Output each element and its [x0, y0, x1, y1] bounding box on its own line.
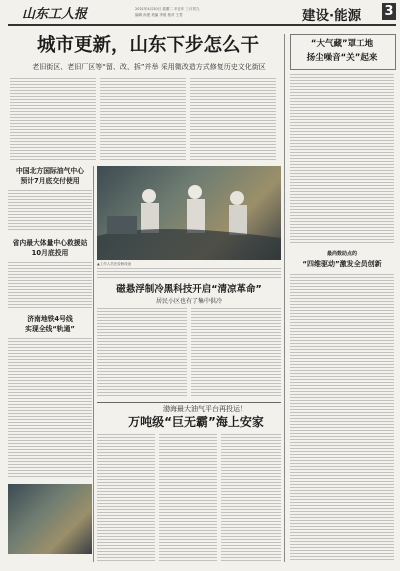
bottom-kicker: 渤海最大油气平台再投运！ — [163, 405, 247, 413]
feature-caption-lines — [97, 268, 281, 280]
brief-c-headline-1: 济南地铁4号线 — [27, 315, 73, 323]
feature-subheadline: 居民小区也有了集中供冷 — [155, 298, 222, 305]
masthead-logo: 山东工人报 — [22, 7, 88, 22]
lead-body-col2 — [100, 78, 186, 162]
brief-a-body — [8, 190, 92, 230]
sidebar-mid-headline-2: “四维驱动”激发全员创新 — [302, 260, 382, 268]
left-column-divider — [93, 166, 94, 562]
masthead-rule — [8, 24, 396, 26]
feature-body-col1 — [97, 308, 187, 398]
lead-body-col3 — [190, 78, 276, 162]
lead-title: 城市更新，山东下步怎么干 — [36, 35, 259, 56]
bottom-body-col2 — [159, 434, 217, 562]
bottom-left-photo — [8, 484, 92, 554]
feature-headline: 磁悬浮制冷黑科技开启“清凉革命” — [116, 284, 262, 295]
sidebar-body-1 — [290, 74, 394, 244]
brief-b-headline-2: 10月底投用 — [31, 249, 69, 257]
masthead-editors: 编辑 孙建 美编 李波 校对 王君 — [135, 13, 183, 17]
feature-photo — [97, 166, 281, 260]
lead-subtitle: 老旧街区、老旧厂区等“留、改、拆”并举 采用微改造方式修复历史文化街区 — [32, 63, 266, 71]
feature-photo-caption: ▲工作人员在检修设备 — [97, 262, 132, 266]
bottom-body-col3 — [221, 434, 281, 562]
brief-b-headline-1: 省内最大体量中心救援站 — [12, 239, 88, 247]
sidebar-body-2 — [290, 274, 394, 562]
bottom-headline: 万吨级“巨无霸”海上安家 — [128, 415, 264, 429]
brief-b-body — [8, 262, 92, 310]
sidebar-mid-headline-1: 最尚数助点的 — [326, 251, 357, 257]
column-divider-right — [284, 34, 285, 562]
sidebar-headline-1: “大气藏”罩工地 — [310, 39, 374, 49]
brief-a-headline-1: 中国北方国际油气中心 — [16, 167, 84, 175]
workers-illustration — [97, 166, 281, 260]
brief-c-headline-2: 实现全线“轨通” — [25, 325, 75, 333]
masthead-date: 2021年4月20日 星期二 辛丑年 三月初九 — [135, 7, 200, 11]
sidebar-headline-2: 扬尘噪音“关”起来 — [306, 53, 378, 63]
feature-body-col2 — [191, 308, 281, 398]
bottom-body-col1 — [97, 434, 155, 562]
bottom-feature-rule — [97, 402, 281, 403]
page-number: 3 — [382, 3, 396, 20]
lead-body-col1 — [10, 78, 96, 162]
brief-a-headline-2: 预计7月底交付使用 — [20, 177, 80, 185]
masthead — [0, 0, 400, 28]
section-title: 建设·能源 — [302, 8, 362, 24]
brief-c-body — [8, 338, 92, 478]
